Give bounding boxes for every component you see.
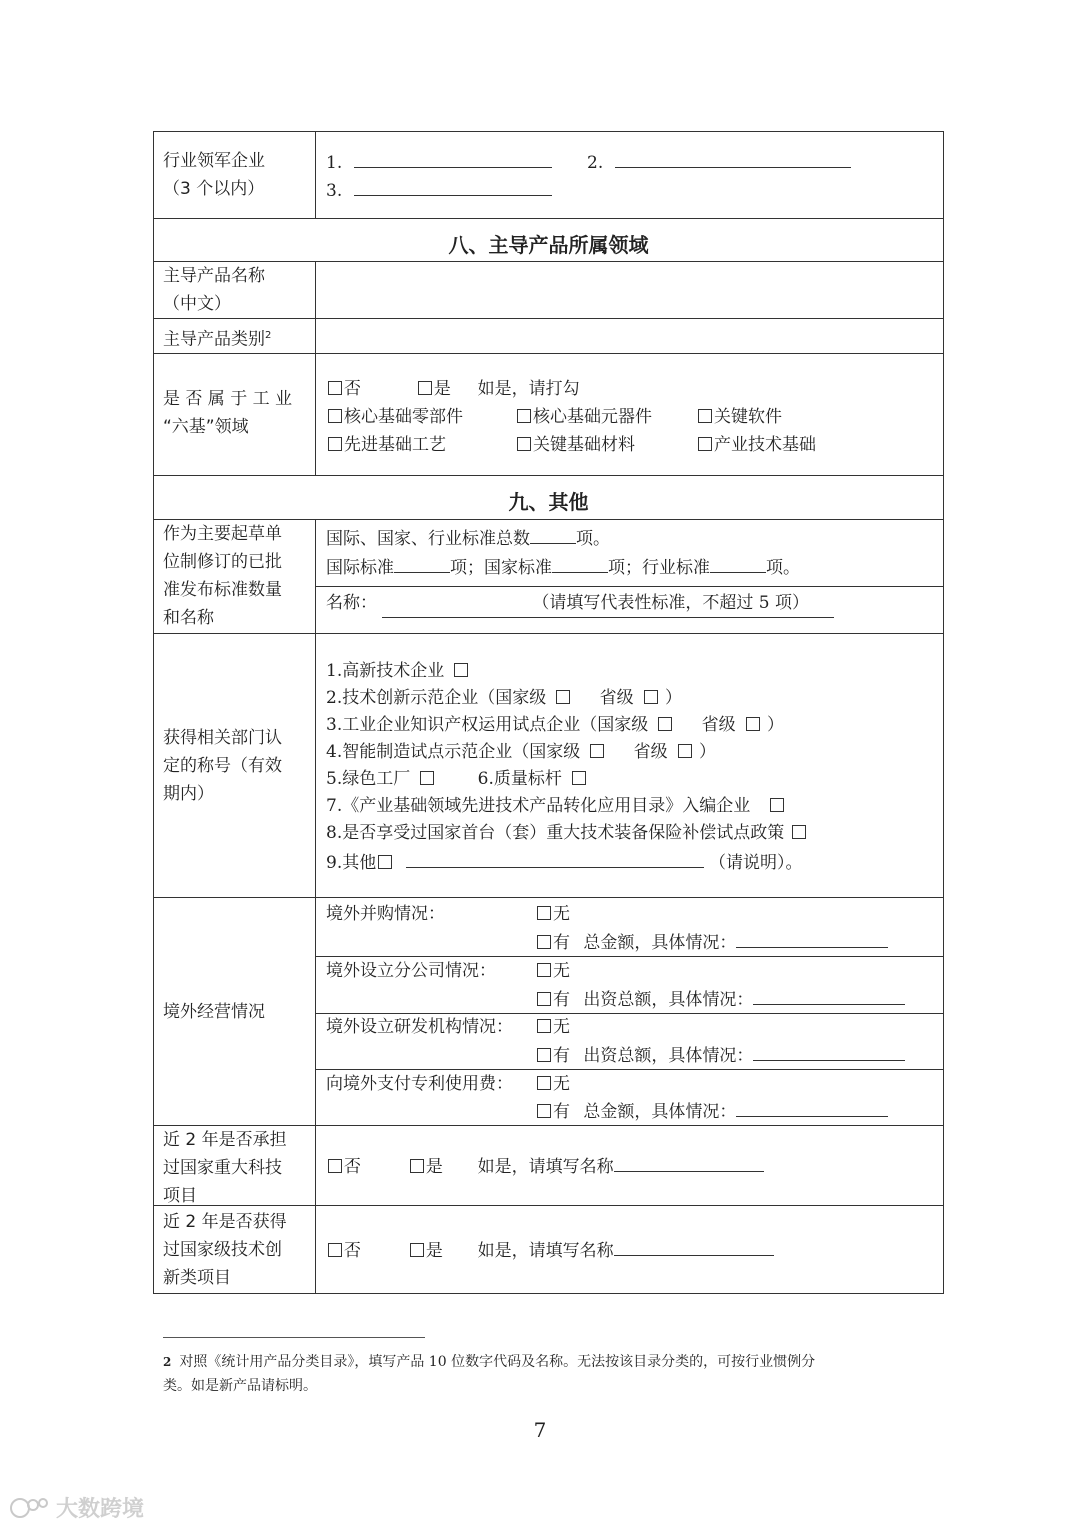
- section-8-title: 八、主导产品所属领域: [448, 233, 649, 257]
- award-name-input[interactable]: [614, 1237, 774, 1256]
- row-line: [153, 897, 944, 898]
- option-checkbox[interactable]: [328, 437, 342, 451]
- leader-1-input[interactable]: [354, 149, 552, 168]
- product-category-field[interactable]: [316, 319, 943, 353]
- overseas-label: 境外经营情况: [163, 1002, 265, 1022]
- overseas-acquisition-has: 有 总金额，具体情况：: [535, 929, 888, 957]
- six-base-option: 核心基础零部件: [326, 404, 463, 431]
- checkbox[interactable]: [378, 855, 392, 869]
- intl-std-input[interactable]: [394, 554, 450, 573]
- page-number: 7: [533, 1418, 547, 1442]
- product-category-label: 主导产品类别$^2$: [163, 329, 272, 350]
- has-checkbox[interactable]: [537, 992, 551, 1006]
- checkbox[interactable]: [770, 798, 784, 812]
- watermark-text: 大数跨境: [56, 1497, 145, 1522]
- leaders-label: 行业领军企业 （3 个以内）: [163, 151, 265, 199]
- overseas-patent-none: 无: [535, 1071, 570, 1098]
- overseas-patent-has: 有 总金额，具体情况：: [535, 1098, 888, 1126]
- standards-total: 国际、国家、行业标准总数 项。: [326, 525, 610, 553]
- has-checkbox[interactable]: [537, 935, 551, 949]
- checkbox[interactable]: [572, 771, 586, 785]
- national-std-input[interactable]: [552, 554, 608, 573]
- option-checkbox[interactable]: [698, 437, 712, 451]
- no-checkbox[interactable]: [328, 1159, 342, 1173]
- overseas-rnd-has: 有 出资总额，具体情况：: [535, 1042, 905, 1070]
- option-checkbox[interactable]: [328, 409, 342, 423]
- six-base-option: 先进基础工艺: [326, 432, 446, 459]
- yes-checkbox[interactable]: [410, 1243, 424, 1257]
- row-line: [153, 1293, 944, 1294]
- row-line: [315, 586, 944, 587]
- standards-label: 作为主要起草单 位制修订的已批 准发布标准数量 和名称: [163, 524, 282, 628]
- row-line: [153, 218, 944, 219]
- six-base-no-checkbox[interactable]: [328, 381, 342, 395]
- industry-std-input[interactable]: [710, 554, 766, 573]
- watermark-logo: [8, 1492, 144, 1523]
- six-base-label: 是 否 属 于 工 业 “六基”领域: [163, 389, 293, 437]
- row-line: [153, 633, 944, 634]
- six-base-option: 产业技术基础: [696, 432, 816, 459]
- leader-3-input[interactable]: [354, 177, 552, 196]
- standards-name-input[interactable]: （请填写代表性标准，不超过 5 项）: [382, 590, 834, 618]
- has-checkbox[interactable]: [537, 1104, 551, 1118]
- title-item-3: 3.工业企业知识产权运用试点企业（国家级 省级 ）: [326, 715, 785, 735]
- title-item-1: 1.高新技术企业: [326, 658, 470, 685]
- standards-breakdown: 国际标准 项；国家标准 项；行业标准 项。: [326, 554, 800, 582]
- details-input[interactable]: [736, 1098, 888, 1117]
- overseas-rnd-none: 无: [535, 1014, 570, 1041]
- project-name-input[interactable]: [614, 1153, 764, 1172]
- section-9-title: 九、其他: [508, 490, 589, 514]
- col-divider: [315, 131, 316, 219]
- standards-name: 名称： （请填写代表性标准，不超过 5 项）: [326, 590, 834, 618]
- checkbox[interactable]: [420, 771, 434, 785]
- checkbox[interactable]: [792, 825, 806, 839]
- leader-2-input[interactable]: [615, 149, 851, 168]
- no-checkbox[interactable]: [328, 1243, 342, 1257]
- title-item-7: 7.《产业基础领域先进技术产品转化应用目录》入编企业: [326, 793, 786, 820]
- title-item-9: 9.其他 （请说明）。: [326, 849, 803, 877]
- none-checkbox[interactable]: [537, 1019, 551, 1033]
- product-name-field[interactable]: [316, 262, 943, 318]
- checkbox[interactable]: [644, 690, 658, 704]
- logo-icon: [8, 1495, 50, 1521]
- overseas-branch-has: 有 出资总额，具体情况：: [535, 986, 905, 1014]
- national-award-label: 近 2 年是否获得 过国家级技术创 新类项目: [163, 1212, 287, 1288]
- national-project-label: 近 2 年是否承担 过国家重大科技 项目: [163, 1130, 287, 1206]
- col-divider: [315, 519, 316, 1294]
- footnote: 2 对照《统计用产品分类目录》，填写产品 10 位数字代码及名称。无法按该目录分类的，可按行业惯例分 类。如是新产品请标明。: [163, 1354, 816, 1394]
- overseas-acquisition-none: 无: [535, 901, 570, 928]
- option-checkbox[interactable]: [698, 409, 712, 423]
- six-base-option: 核心基础元器件: [515, 404, 652, 431]
- leader-3: 3.: [326, 177, 552, 205]
- overseas-rnd: 境外设立研发机构情况：: [326, 1017, 513, 1037]
- checkbox[interactable]: [556, 690, 570, 704]
- titles-label: 获得相关部门认 定的称号（有效 期内）: [163, 728, 282, 804]
- product-name-label: 主导产品名称 （中文）: [163, 266, 265, 314]
- row-line: [153, 475, 944, 476]
- title-item-5-6: 5.绿色工厂 6.质量标杆: [326, 766, 588, 793]
- details-input[interactable]: [753, 1042, 905, 1061]
- title-item-4: 4.智能制造试点示范企业（国家级 省级 ）: [326, 742, 717, 762]
- other-title-input[interactable]: [406, 849, 704, 868]
- title-item-8: 8.是否享受过国家首台（套）重大技术装备保险补偿试点政策: [326, 820, 808, 847]
- details-input[interactable]: [736, 929, 888, 948]
- leader-1: 1.: [326, 149, 552, 177]
- footnote-divider: [163, 1337, 425, 1338]
- national-award-answer: 否 是 如是，请填写名称: [326, 1237, 774, 1265]
- six-base-yes-no: 否 是 如是，请打勾: [326, 376, 580, 403]
- table-left-border: [153, 131, 154, 1294]
- checkbox[interactable]: [746, 717, 760, 731]
- six-base-yes-checkbox[interactable]: [418, 381, 432, 395]
- title-item-2: 2.技术创新示范企业（国家级 省级 ）: [326, 688, 683, 708]
- national-project-answer: 否 是 如是，请填写名称: [326, 1153, 764, 1181]
- none-checkbox[interactable]: [537, 906, 551, 920]
- row-line: [153, 131, 944, 132]
- leader-2: 2.: [587, 149, 851, 177]
- none-checkbox[interactable]: [537, 1076, 551, 1090]
- checkbox[interactable]: [678, 744, 692, 758]
- overseas-acquisition: 境外并购情况：: [326, 904, 445, 924]
- overseas-patent-fee: 向境外支付专利使用费：: [326, 1074, 513, 1094]
- checkbox[interactable]: [454, 663, 468, 677]
- none-checkbox[interactable]: [537, 963, 551, 977]
- yes-checkbox[interactable]: [410, 1159, 424, 1173]
- standards-total-input[interactable]: [530, 525, 576, 544]
- option-checkbox[interactable]: [517, 437, 531, 451]
- overseas-branch: 境外设立分公司情况：: [326, 961, 496, 981]
- option-checkbox[interactable]: [517, 409, 531, 423]
- details-input[interactable]: [753, 986, 905, 1005]
- table-right-border: [943, 131, 944, 1294]
- six-base-option: 关键软件: [696, 404, 782, 431]
- row-line: [153, 353, 944, 354]
- has-checkbox[interactable]: [537, 1048, 551, 1062]
- checkbox[interactable]: [590, 744, 604, 758]
- overseas-branch-none: 无: [535, 958, 570, 985]
- six-base-option: 关键基础材料: [515, 432, 635, 459]
- checkbox[interactable]: [658, 717, 672, 731]
